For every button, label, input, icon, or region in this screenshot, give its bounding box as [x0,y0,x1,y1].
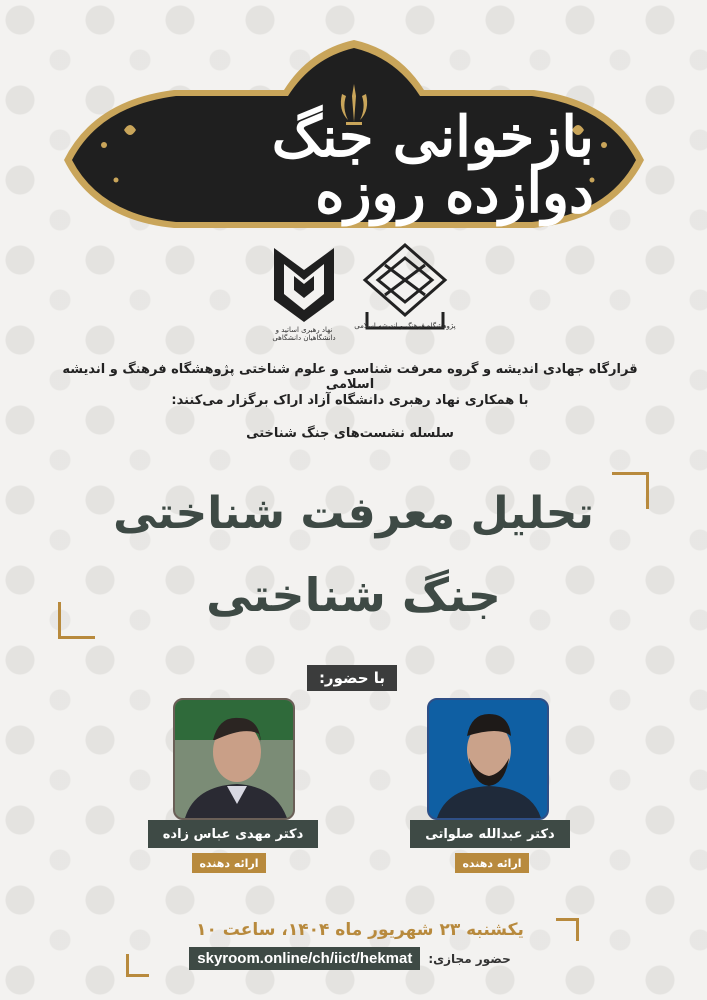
virtual-label: حضور مجازی: [428,951,511,966]
event-link[interactable]: skyroom.online/ch/iict/hekmat [189,947,420,970]
speaker-photo [427,698,549,820]
main-title-line-2: جنگ شناختی [206,568,501,622]
virtual-attendance [130,947,570,970]
speaker-name: دکتر مهدی عباس زاده [148,820,318,848]
banner-title: بازخوانی جنگ دوازده روزه [271,104,594,226]
speaker-role: ارائه دهنده [455,853,529,873]
intro-line-1: قرارگاه جهادی اندیشه و گروه معرفت شناسی و علوم شناختی پژوهشگاه فرهنگ و اندیشه اسلامی [62,362,638,392]
presence-label: با حضور: [307,665,397,691]
speaker-role: ارائه دهنده [192,853,266,873]
leadership-logo-caption: نهاد رهبری اساتید و دانشگاهیان دانشگاهی [272,326,336,342]
leadership-logo [268,240,340,340]
intro-line-3: سلسله نشست‌های جنگ شناختی [246,426,454,441]
main-title-line-1: تحلیل معرفت شناختی [113,488,594,539]
institute-logo-caption: پژوهشگاه فرهنگ و اندیشه اسلامی [354,322,456,330]
person-icon [429,700,547,818]
person-icon [175,700,293,818]
intro-line-2: با همکاری نهاد رهبری دانشگاه آزاد اراک برگزار می‌کنند: [171,393,529,408]
speaker-photo [173,698,295,820]
event-date: یکشنبه ۲۳ شهریور ماه ۱۴۰۴، ساعت ۱۰ [196,920,524,940]
banner [64,30,644,230]
speaker-name: دکتر عبدالله صلواتی [410,820,570,848]
